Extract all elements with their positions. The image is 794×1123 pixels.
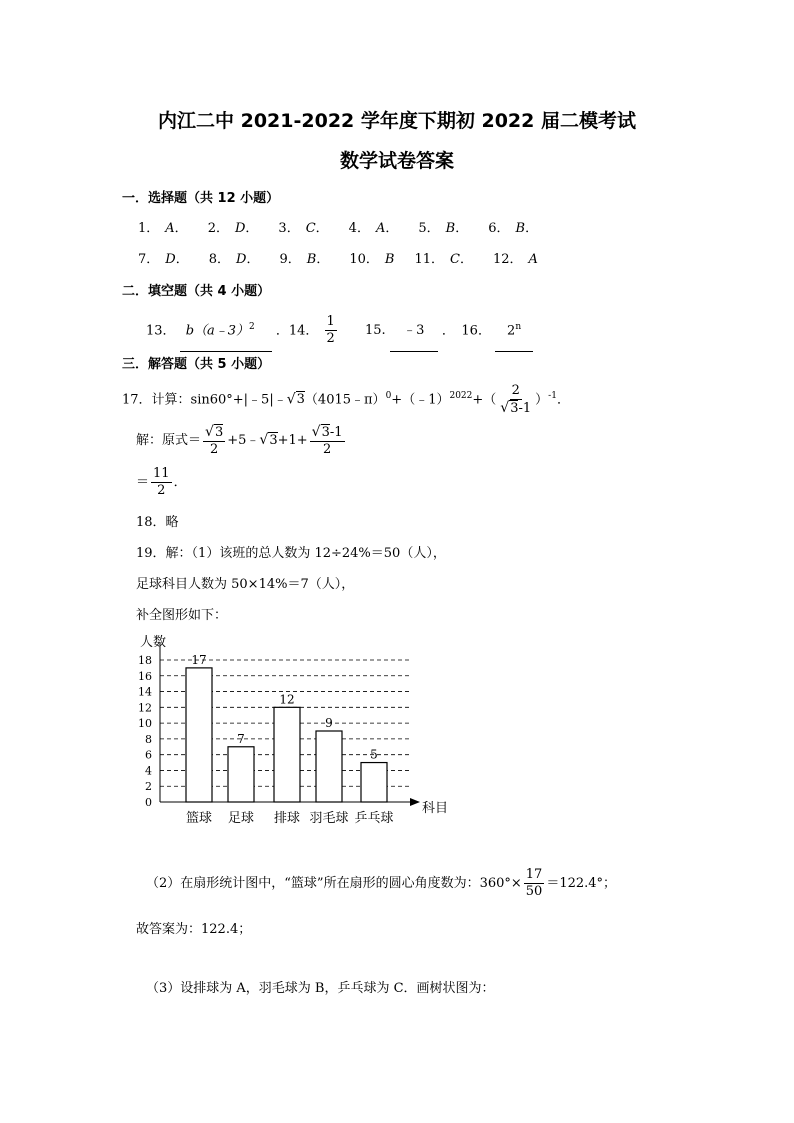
y-tick-label: 2 [145, 780, 152, 794]
category-label: 篮球 [185, 811, 213, 826]
q17-problem: 17．计算：sin60°+|﹣5|﹣√3（4015﹣π）$^0$+（﹣1）$^{2022}$+（ $\frac{2}{√3-1}$ ）$^{-1}$． [122, 382, 570, 416]
q19-part3: （3）设排球为 A，羽毛球为 B，乒乓球为 C．画树状图为： [146, 981, 495, 996]
choice-answer: 12． A [492, 252, 538, 267]
choice-answer: 3． C． [278, 221, 329, 236]
q14-answer: $\frac{1}{2}$ [326, 314, 335, 347]
y-tick-label: 14 [138, 685, 152, 699]
bar-篮球 [186, 668, 212, 802]
category-label: 羽毛球 [309, 811, 349, 826]
q14-number: ．14． [275, 323, 319, 339]
page-subtitle: 数学试卷答案 [339, 150, 454, 172]
bar-value-label: 17 [191, 652, 207, 667]
bar-value-label: 5 [370, 747, 378, 762]
bar-足球 [228, 747, 254, 802]
choice-row-1 [138, 217, 558, 236]
fill-blank-answers [146, 307, 533, 352]
y-axis-label: 人数 [140, 635, 167, 650]
q19-part2: （2）在扇形统计图中，“篮球”所在扇形的圆心角度数为：360°× $\frac{17}{50}$ ＝122.4°； [146, 867, 617, 899]
choice-answer: 1． A． [138, 221, 188, 236]
q18-text: 18．略 [136, 515, 179, 530]
choice-row-2 [138, 248, 558, 267]
choice-answer: 11． C． [414, 252, 473, 267]
q17-solution: 解：原式＝ $\frac{√3}{2}$ +5﹣√3+1+ $\frac{√3-1}{2}$ [136, 423, 343, 457]
section3-heading: 三．解答题（共 5 小题） [122, 357, 271, 372]
choice-answer: 8． D． [208, 252, 260, 267]
choice-answer: 2． D． [207, 221, 259, 236]
bar-羽毛球 [316, 731, 342, 802]
y-tick-label: 10 [138, 717, 152, 731]
choice-answer: 9． B． [279, 252, 330, 267]
q13-number: 13． [146, 323, 176, 339]
y-tick-label: 0 [145, 796, 152, 809]
q19-part2-answer: 故答案为：122.4； [136, 922, 252, 937]
bar-排球 [274, 707, 300, 802]
x-axis-label: 科目 [422, 801, 449, 816]
bar-乒乓球 [361, 763, 387, 802]
y-tick-label: 12 [138, 701, 152, 715]
q15-number: 15. [364, 323, 386, 339]
x-axis-arrow [410, 798, 420, 806]
category-label: 乒乓球 [354, 811, 394, 826]
bar-value-label: 12 [279, 692, 295, 707]
bar-chart [120, 630, 450, 830]
choice-answer: 6． B． [488, 221, 539, 236]
choice-answer: 7． D． [138, 252, 189, 267]
choice-answer: 10． B [349, 252, 395, 267]
section2-heading: 二．填空题（共 4 小题） [122, 284, 271, 299]
choice-answer: 5． B． [418, 221, 469, 236]
y-tick-label: 6 [145, 748, 152, 762]
y-tick-label: 18 [138, 654, 152, 667]
q16-number: ． 16． [441, 323, 491, 339]
q16-answer: 2$^n$ [495, 307, 533, 352]
category-label: 排球 [273, 811, 301, 826]
bar-value-label: 9 [325, 716, 333, 730]
y-tick-label: 16 [138, 669, 152, 683]
page-title: 内江二中 2021-2022 学年度下期初 2022 届二模考试 [158, 110, 636, 132]
q17-result: ＝ $\frac{11}{2}$ ． [136, 466, 187, 498]
q19-line3: 补全图形如下： [136, 608, 228, 623]
q15-answer: ﹣3 [390, 311, 438, 352]
q19-line2: 足球科目人数为 50×14%＝7（人）， [136, 577, 355, 592]
q19-line1: 19．解：（1）该班的总人数为 12÷24%＝50（人）， [136, 546, 446, 561]
q13-answer: b（a﹣3）$^2$ [180, 307, 272, 352]
y-tick-label: 4 [145, 764, 152, 778]
section1-heading: 一．选择题（共 12 小题） [122, 191, 280, 206]
choice-answer: 4． A． [348, 221, 399, 236]
category-label: 足球 [227, 811, 255, 826]
y-tick-label: 8 [145, 732, 152, 746]
bar-value-label: 7 [237, 731, 245, 746]
